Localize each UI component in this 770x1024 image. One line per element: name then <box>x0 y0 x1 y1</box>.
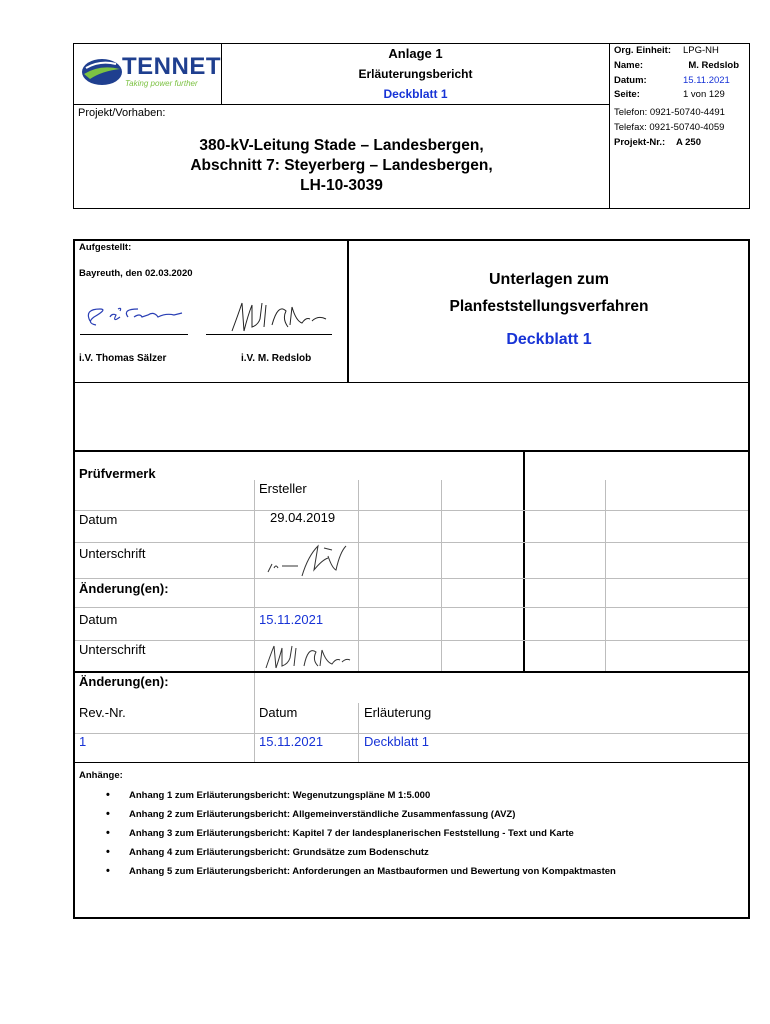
datum2-value: 15.11.2021 <box>259 612 324 627</box>
list-item: • Anhang 4 zum Erläuterungsbericht: Grundsätze zum Bodenschutz <box>79 847 744 866</box>
projekt-title-1: 380-kV-Leitung Stade – Landesbergen, <box>199 137 484 154</box>
deckblatt-title: Deckblatt 1 <box>383 87 448 101</box>
divider <box>73 762 750 763</box>
projekt-nr-label: Projekt-Nr.: <box>614 137 666 148</box>
list-item: • Anhang 2 zum Erläuterungsbericht: Allgemeinverständliche Zusammenfassung (AVZ) <box>79 809 744 828</box>
anlage-title: Anlage 1 <box>388 46 443 61</box>
unterschrift2-label: Unterschrift <box>79 642 146 657</box>
signer-1: i.V. Thomas Sälzer <box>79 353 167 364</box>
signature-line <box>206 334 332 335</box>
signature-saelzer <box>82 295 192 335</box>
projekt-label: Projekt/Vorhaben: <box>78 107 166 119</box>
projekt-title-3: LH-10-3039 <box>300 177 383 194</box>
datum-label: Datum <box>79 512 118 527</box>
list-item: • Anhang 3 zum Erläuterungsbericht: Kapitel 7 der landesplanerischen Feststellung - Text und Karte <box>79 828 744 847</box>
telefax: Telefax: 0921-50740-4059 <box>614 122 725 133</box>
unterlagen-deckblatt: Deckblatt 1 <box>506 331 592 348</box>
signature-ersteller <box>262 542 352 578</box>
anhaenge-label: Anhänge: <box>79 770 123 781</box>
meta-label-name: Name: <box>614 60 644 71</box>
aenderungen-title: Änderung(en): <box>79 674 169 689</box>
meta-value-datum: 15.11.2021 <box>683 75 730 86</box>
signature-aenderung <box>262 640 352 672</box>
meta-label-seite: Seite: <box>614 89 640 100</box>
bericht-title: Erläuterungsbericht <box>358 67 473 81</box>
datum2-label: Datum <box>79 612 118 627</box>
grid-line <box>75 542 748 543</box>
logo-tagline: Taking power further <box>125 79 198 88</box>
grid-line <box>75 510 748 511</box>
meta-value-org: LPG-NH <box>683 45 719 56</box>
unterschrift-label: Unterschrift <box>79 546 146 561</box>
divider <box>73 450 750 452</box>
grid-line <box>441 480 442 672</box>
meta-value-name: M. Redslob <box>688 60 739 71</box>
col-rev: Rev.-Nr. <box>79 705 126 720</box>
grid-line <box>605 480 606 672</box>
datum-value: 29.04.2019 <box>270 510 336 525</box>
aenderungen-label: Änderung(en): <box>79 581 169 596</box>
divider <box>73 104 610 105</box>
unterlagen-line-2: Planfeststellungsverfahren <box>449 298 649 315</box>
divider <box>73 671 750 673</box>
telefon: Telefon: 0921-50740-4491 <box>614 107 725 118</box>
grid-line <box>75 578 748 579</box>
signature-redslob <box>222 297 332 337</box>
divider <box>73 382 750 383</box>
meta-label-datum: Datum: <box>614 75 647 86</box>
tennet-logo <box>80 49 221 101</box>
ersteller-label: Ersteller <box>259 481 307 496</box>
pruefvermerk-title: Prüfvermerk <box>79 466 156 481</box>
grid-line <box>75 607 748 608</box>
signature-line <box>80 334 188 335</box>
aufgestellt-label: Aufgestellt: <box>79 242 132 253</box>
unterlagen-line-1: Unterlagen zum <box>488 271 609 288</box>
col-datum: Datum <box>259 705 298 720</box>
projekt-title-2: Abschnitt 7: Steyerberg – Landesbergen, <box>190 157 493 174</box>
signer-2: i.V. M. Redslob <box>241 353 312 364</box>
row-rev: 1 <box>79 734 87 749</box>
logo-mark-icon <box>80 55 124 89</box>
anhaenge-list <box>79 790 744 885</box>
meta-value-seite: 1 von 129 <box>683 89 725 100</box>
divider <box>609 43 610 209</box>
grid-line <box>254 480 255 762</box>
col-erlaeuterung: Erläuterung <box>364 705 432 720</box>
row-text: Deckblatt 1 <box>364 734 430 749</box>
list-item: • Anhang 1 zum Erläuterungsbericht: Wegenutzungspläne M 1:5.000 <box>79 790 744 809</box>
row-datum: 15.11.2021 <box>259 734 324 749</box>
grid-line <box>358 480 359 672</box>
list-item: • Anhang 5 zum Erläuterungsbericht: Anforderungen an Mastbauformen und Bewertung von Kompaktmasten <box>79 866 744 885</box>
aufgestellt-ort-datum: Bayreuth, den 02.03.2020 <box>79 268 193 279</box>
meta-label-org: Org. Einheit: <box>614 45 671 56</box>
projekt-nr-value: A 250 <box>676 137 701 148</box>
logo-wordmark: TENNET <box>122 53 221 80</box>
grid-line <box>75 640 748 641</box>
divider <box>523 450 525 672</box>
